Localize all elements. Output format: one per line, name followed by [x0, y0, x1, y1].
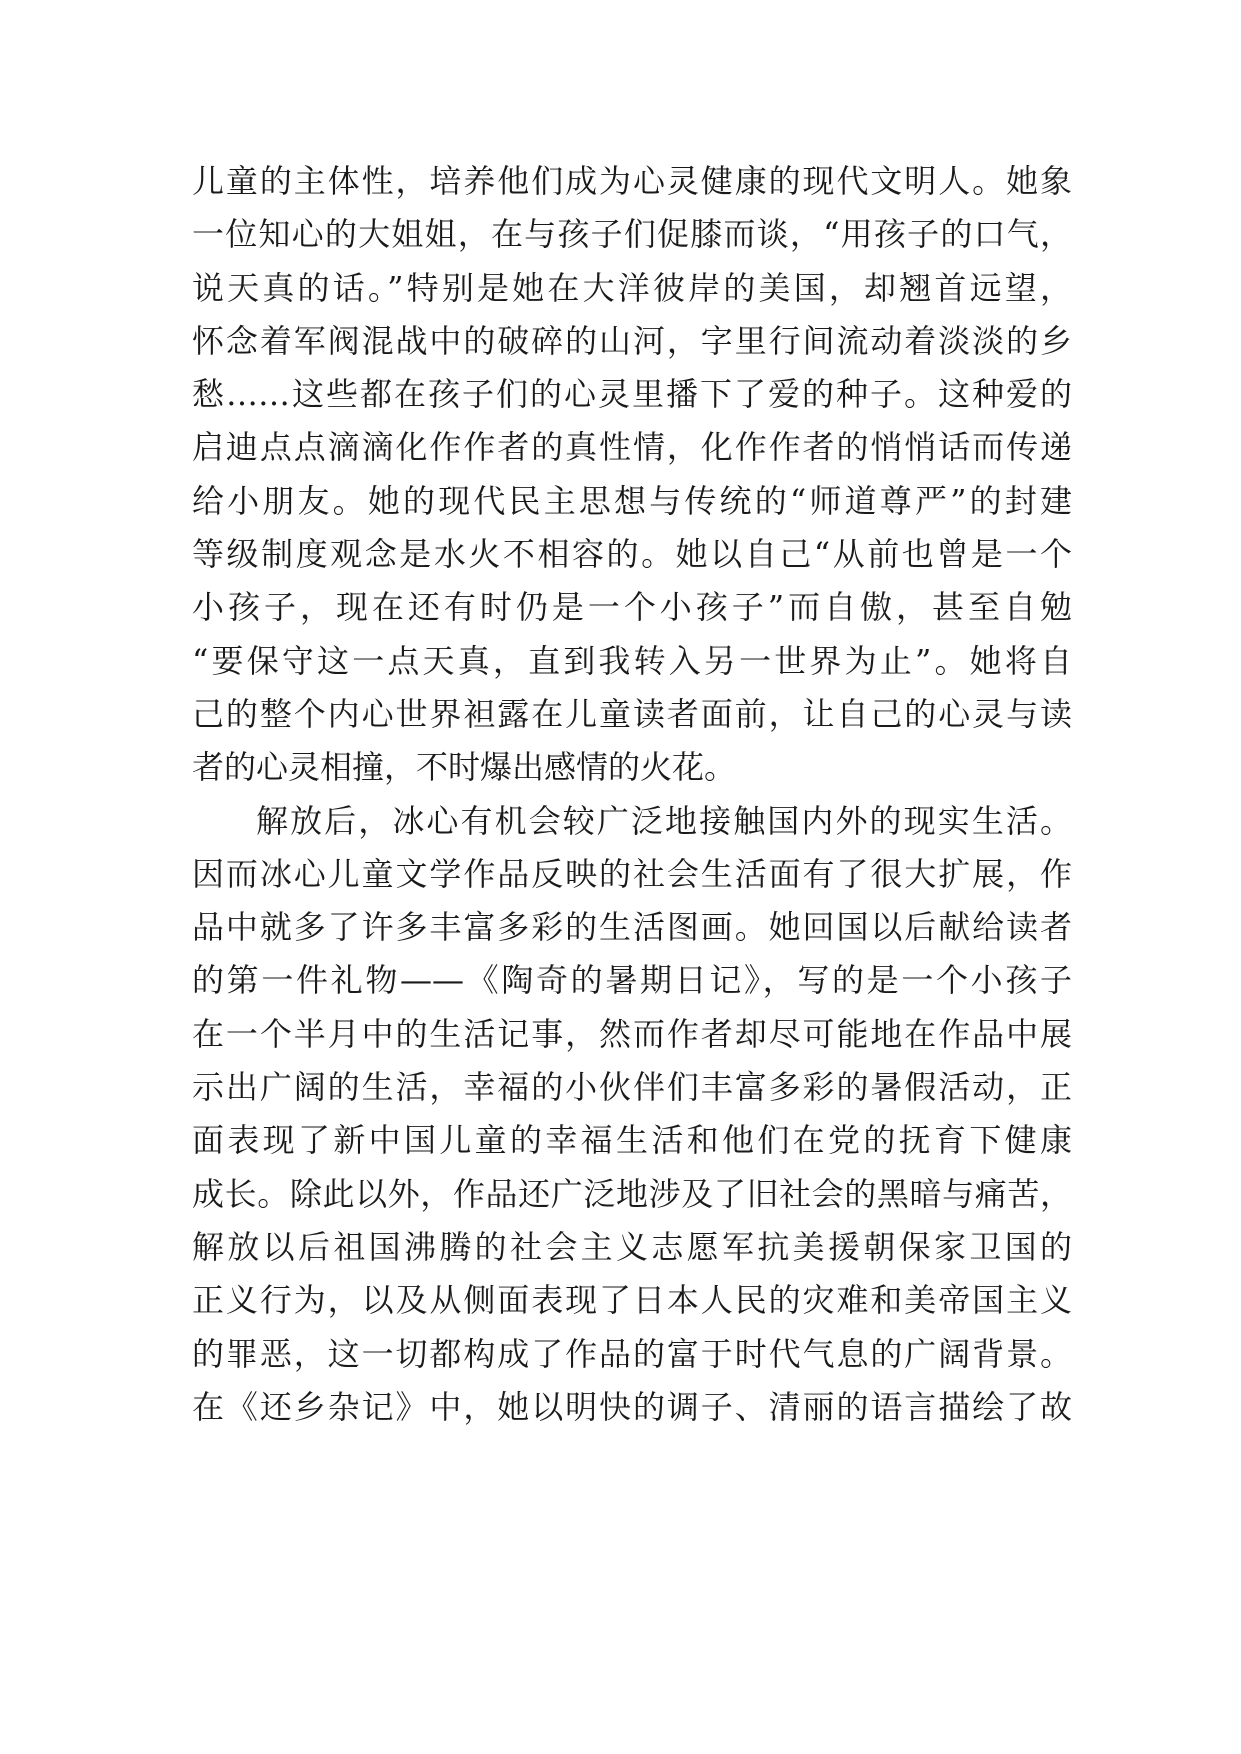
- text-line: 一位知心的大姐姐，在与孩子们促膝而谈，“用孩子的口气，: [192, 215, 1072, 254]
- text-line: 己的整个内心世界袒露在儿童读者面前，让自己的心灵与读: [192, 694, 1072, 733]
- text-line: 怀念着军阀混战中的破碎的山河，字里行间流动着淡淡的乡: [192, 321, 1072, 360]
- paragraph: [192, 795, 1072, 1435]
- text-line: 品中就多了许多丰富多彩的生活图画。她回国以后献给读者: [192, 908, 1072, 947]
- body-text: [192, 155, 1072, 1434]
- text-line: 者的心灵相撞，不时爆出感情的火花。: [192, 748, 737, 787]
- text-line: 的罪恶，这一切都构成了作品的富于时代气息的广阔背景。: [192, 1334, 1072, 1373]
- text-line: 儿童的主体性，培养他们成为心灵健康的现代文明人。她象: [192, 162, 1072, 200]
- paragraph: [192, 155, 1072, 795]
- text-line: 解放以后祖国沸腾的社会主义志愿军抗美援朝保家卫国的: [192, 1227, 1072, 1266]
- text-line: 说天真的话。”特别是她在大洋彼岸的美国，却翘首远望，: [192, 268, 1072, 307]
- text-line: 正义行为，以及从侧面表现了日本人民的灾难和美帝国主义: [192, 1281, 1072, 1320]
- text-line: 等级制度观念是水火不相容的。她以自己“从前也曾是一个: [192, 535, 1072, 574]
- text-line: “要保守这一点天真，直到我转入另一世界为止”。她将自: [192, 641, 1072, 680]
- text-line: 在《还乡杂记》中，她以明快的调子、清丽的语言描绘了故: [192, 1387, 1072, 1426]
- text-line: 示出广阔的生活，幸福的小伙伴们丰富多彩的暑假活动，正: [192, 1068, 1072, 1107]
- text-line: 解放后，冰心有机会较广泛地接触国内外的现实生活。: [256, 801, 1072, 840]
- text-line: 愁……这些都在孩子们的心灵里播下了爱的种子。这种爱的: [192, 375, 1072, 414]
- text-line: 小孩子，现在还有时仍是一个小孩子”而自傲，甚至自勉: [192, 588, 1072, 627]
- text-line: 启迪点点滴滴化作作者的真性情，化作作者的悄悄话而传递: [192, 428, 1072, 467]
- text-line: 给小朋友。她的现代民主思想与传统的“师道尊严”的封建: [192, 481, 1072, 520]
- text-line: 因而冰心儿童文学作品反映的社会生活面有了很大扩展，作: [192, 854, 1072, 893]
- text-line: 在一个半月中的生活记事，然而作者却尽可能地在作品中展: [192, 1014, 1072, 1053]
- text-line: 的第一件礼物——《陶奇的暑期日记》，写的是一个小孩子: [192, 961, 1072, 1000]
- text-line: 面表现了新中国儿童的幸福生活和他们在党的抚育下健康: [192, 1121, 1072, 1160]
- text-line: 成长。除此以外，作品还广泛地涉及了旧社会的黑暗与痛苦，: [192, 1174, 1072, 1213]
